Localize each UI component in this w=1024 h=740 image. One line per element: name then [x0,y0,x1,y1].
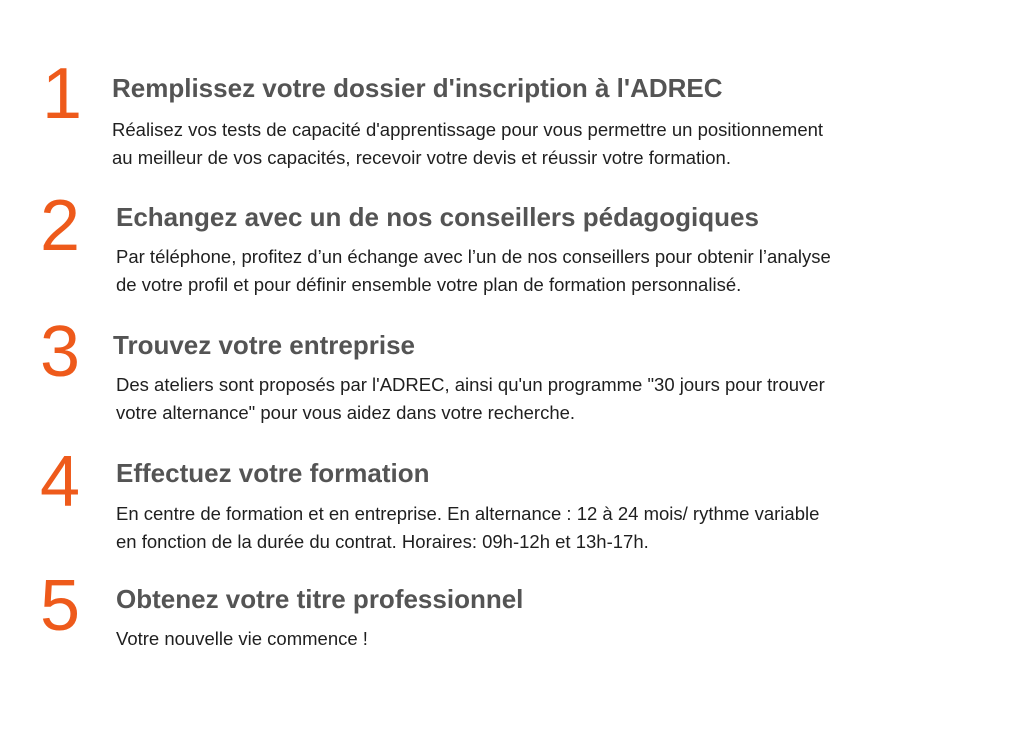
step-description [116,500,996,556]
step-description-line: Votre nouvelle vie commence ! [116,628,368,649]
step-description-line: de votre profil et pour définir ensemble votre plan de formation personnalisé. [116,274,742,295]
step-description [112,116,992,172]
step-description-line: Des ateliers sont proposés par l'ADREC, ainsi qu'un programme "30 jours pour trouver [116,374,825,395]
step-description-line: en fonction de la durée du contrat. Horaires: 09h-12h et 13h-17h. [116,531,649,552]
step-title: Remplissez votre dossier d'inscription à l'ADREC [112,73,723,103]
step-description [116,625,996,653]
step-description-line: Par téléphone, profitez d’un échange avec l’un de nos conseillers pour obtenir l’analyse [116,246,831,267]
step-title: Echangez avec un de nos conseillers pédagogiques [116,202,759,232]
step-description [116,243,996,299]
step-description [116,371,996,427]
step-number: 5 [40,566,81,646]
step-number: 3 [40,312,81,392]
step-title: Effectuez votre formation [116,458,430,488]
step-number: 2 [40,186,81,266]
step-title: Trouvez votre entreprise [113,330,415,360]
step-number: 4 [40,442,81,522]
step-description-line: Réalisez vos tests de capacité d'apprentissage pour vous permettre un positionnement [112,119,824,140]
step-description-line: au meilleur de vos capacités, recevoir votre devis et réussir votre formation. [112,147,731,168]
step-title: Obtenez votre titre professionnel [116,584,524,614]
step-number: 1 [42,54,83,134]
step-description-line: En centre de formation et en entreprise. En alternance : 12 à 24 mois/ rythme variable [116,503,820,524]
step-description-line: votre alternance" pour vous aidez dans votre recherche. [116,402,576,423]
